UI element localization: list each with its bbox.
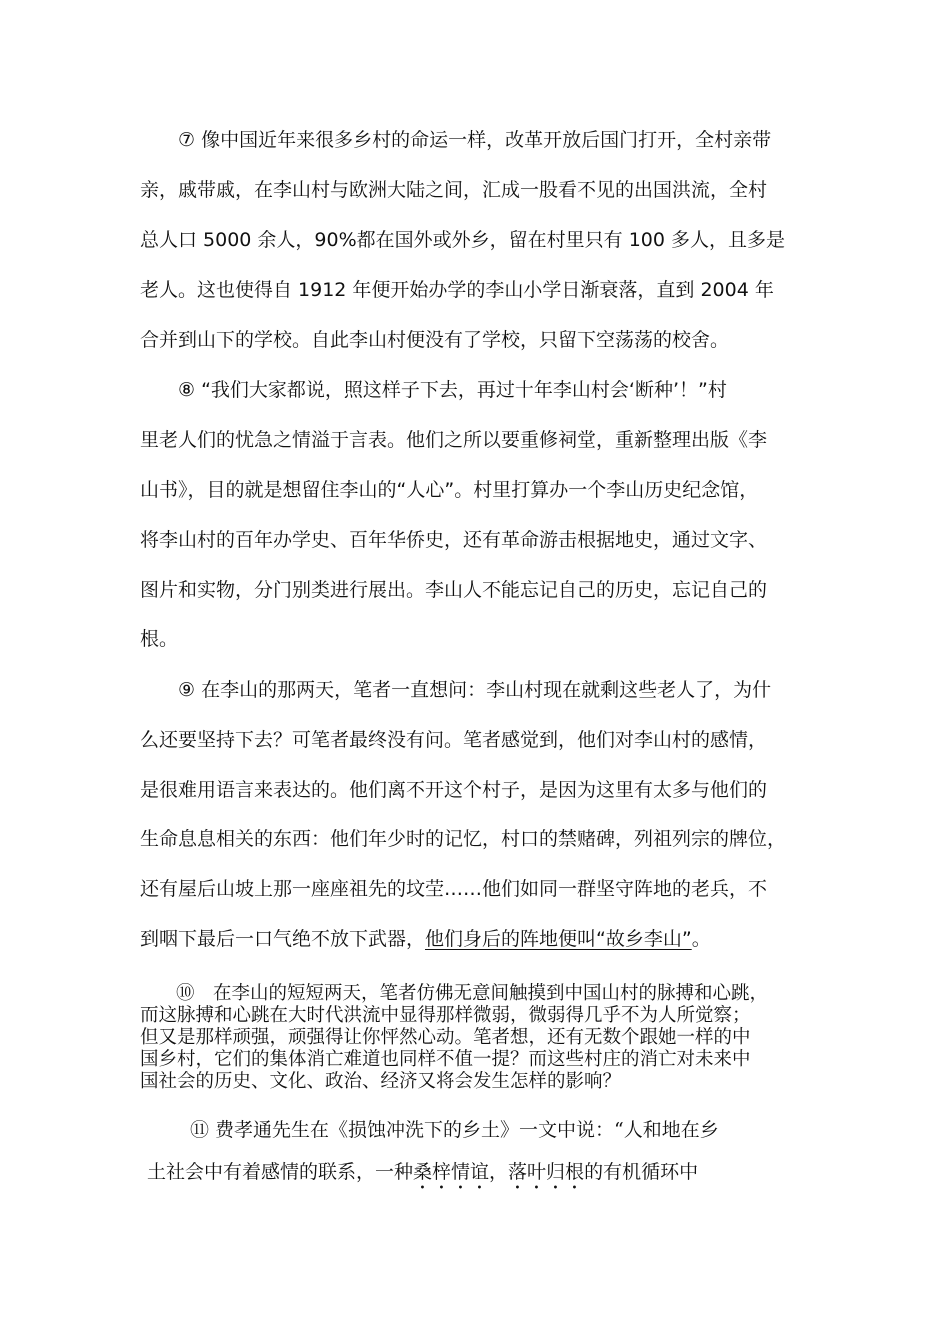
paragraph-7-line-5: 合并到山下的学校。自此李山村便没有了学校，只留下空荡荡的校舍。	[140, 329, 730, 351]
paragraph-9-line-6-text: 到咽下最后一口气绝不放下武器，	[140, 928, 426, 950]
paragraph-10-line-1: ⑩ 在李山的短短两天，笔者仿佛无意间触摸到中国山村的脉搏和心跳，	[176, 983, 769, 1004]
paragraph-9-line-3: 是很难用语言来表达的。他们离不开这个村子，是因为这里有太多与他们的	[140, 779, 768, 801]
underlined-phrase: 他们身后的阵地便叫“故乡李山”	[425, 928, 692, 950]
paragraph-10-line-3: 但又是那样顽强，顽强得让你怦然心动。笔者想，还有无数个跟她一样的中	[140, 1027, 751, 1048]
paragraph-9-line-6	[140, 927, 711, 951]
emphasized-phrase-1: 桑梓情谊	[413, 1161, 490, 1183]
paragraph-8-line-2: 里老人们的忧急之情溢于言表。他们之所以要重修祠堂，重新整理出版《李	[140, 429, 768, 451]
paragraph-11-line-1: ⑪ 费孝通先生在《损蚀冲洗下的乡土》一文中说：“人和地在乡	[190, 1119, 719, 1141]
paragraph-7-line-2: 亲，戚带戚，在李山村与欧洲大陆之间，汇成一股看不见的出国洪流，全村	[140, 179, 768, 201]
paragraph-8-line-6: 根。	[140, 628, 179, 650]
paragraph-7-line-4: 老人。这也使得自 1912 年便开始办学的李山小学日渐衰落，直到 2004 年	[140, 279, 774, 301]
emphasized-phrase-2: 落叶归根	[508, 1161, 585, 1183]
paragraph-9-line-6-end: 。	[691, 928, 711, 950]
paragraph-10-line-2: 而这脉搏和心跳在大时代洪流中显得那样微弱，微弱得几乎不为人所觉察；	[140, 1005, 751, 1026]
paragraph-10-line-5: 国社会的历史、文化、政治、经济又将会发生怎样的影响？	[140, 1071, 622, 1092]
paragraph-11-line-2-comma: ，	[489, 1161, 509, 1183]
paragraph-8-line-3: 山书》，目的就是想留住李山的“人心”。村里打算办一个李山历史纪念馆，	[140, 479, 759, 501]
paragraph-8-line-5: 图片和实物，分门别类进行展出。李山人不能忘记自己的历史，忘记自己的	[140, 579, 768, 601]
paragraph-11-line-2-text: 土社会中有着感情的联系，一种	[147, 1161, 414, 1183]
paragraph-9-line-1: ⑨ 在李山的那两天，笔者一直想问：李山村现在就剩这些老人了，为什	[178, 679, 772, 701]
paragraph-7-line-3: 总人口 5000 余人，90%都在国外或外乡，留在村里只有 100 多人，且多是	[140, 229, 786, 251]
paragraph-11-line-2-end: 的有机循环中	[584, 1161, 699, 1183]
paragraph-8-line-1: ⑧ “我们大家都说，照这样子下去，再过十年李山村会‘断种’！”村	[178, 379, 727, 401]
paragraph-11-line-2	[147, 1160, 698, 1194]
paragraph-9-line-5: 还有屋后山坡上那一座座祖先的坟茔……他们如同一群坚守阵地的老兵，不	[140, 878, 768, 900]
paragraph-9-line-4: 生命息息相关的东西：他们年少时的记忆，村口的禁赌碑，列祖列宗的牌位，	[140, 828, 787, 850]
paragraph-8-line-4: 将李山村的百年办学史、百年华侨史，还有革命游击根据地史，通过文字、	[140, 529, 768, 551]
paragraph-7-line-1: ⑦ 像中国近年来很多乡村的命运一样，改革开放后国门打开，全村亲带	[178, 129, 772, 151]
paragraph-10-line-4: 国乡村，它们的集体消亡难道也同样不值一提？而这些村庄的消亡对未来中	[140, 1049, 751, 1070]
paragraph-9-line-2: 么还要坚持下去？可笔者最终没有问。笔者感觉到，他们对李山村的感情，	[140, 729, 768, 751]
